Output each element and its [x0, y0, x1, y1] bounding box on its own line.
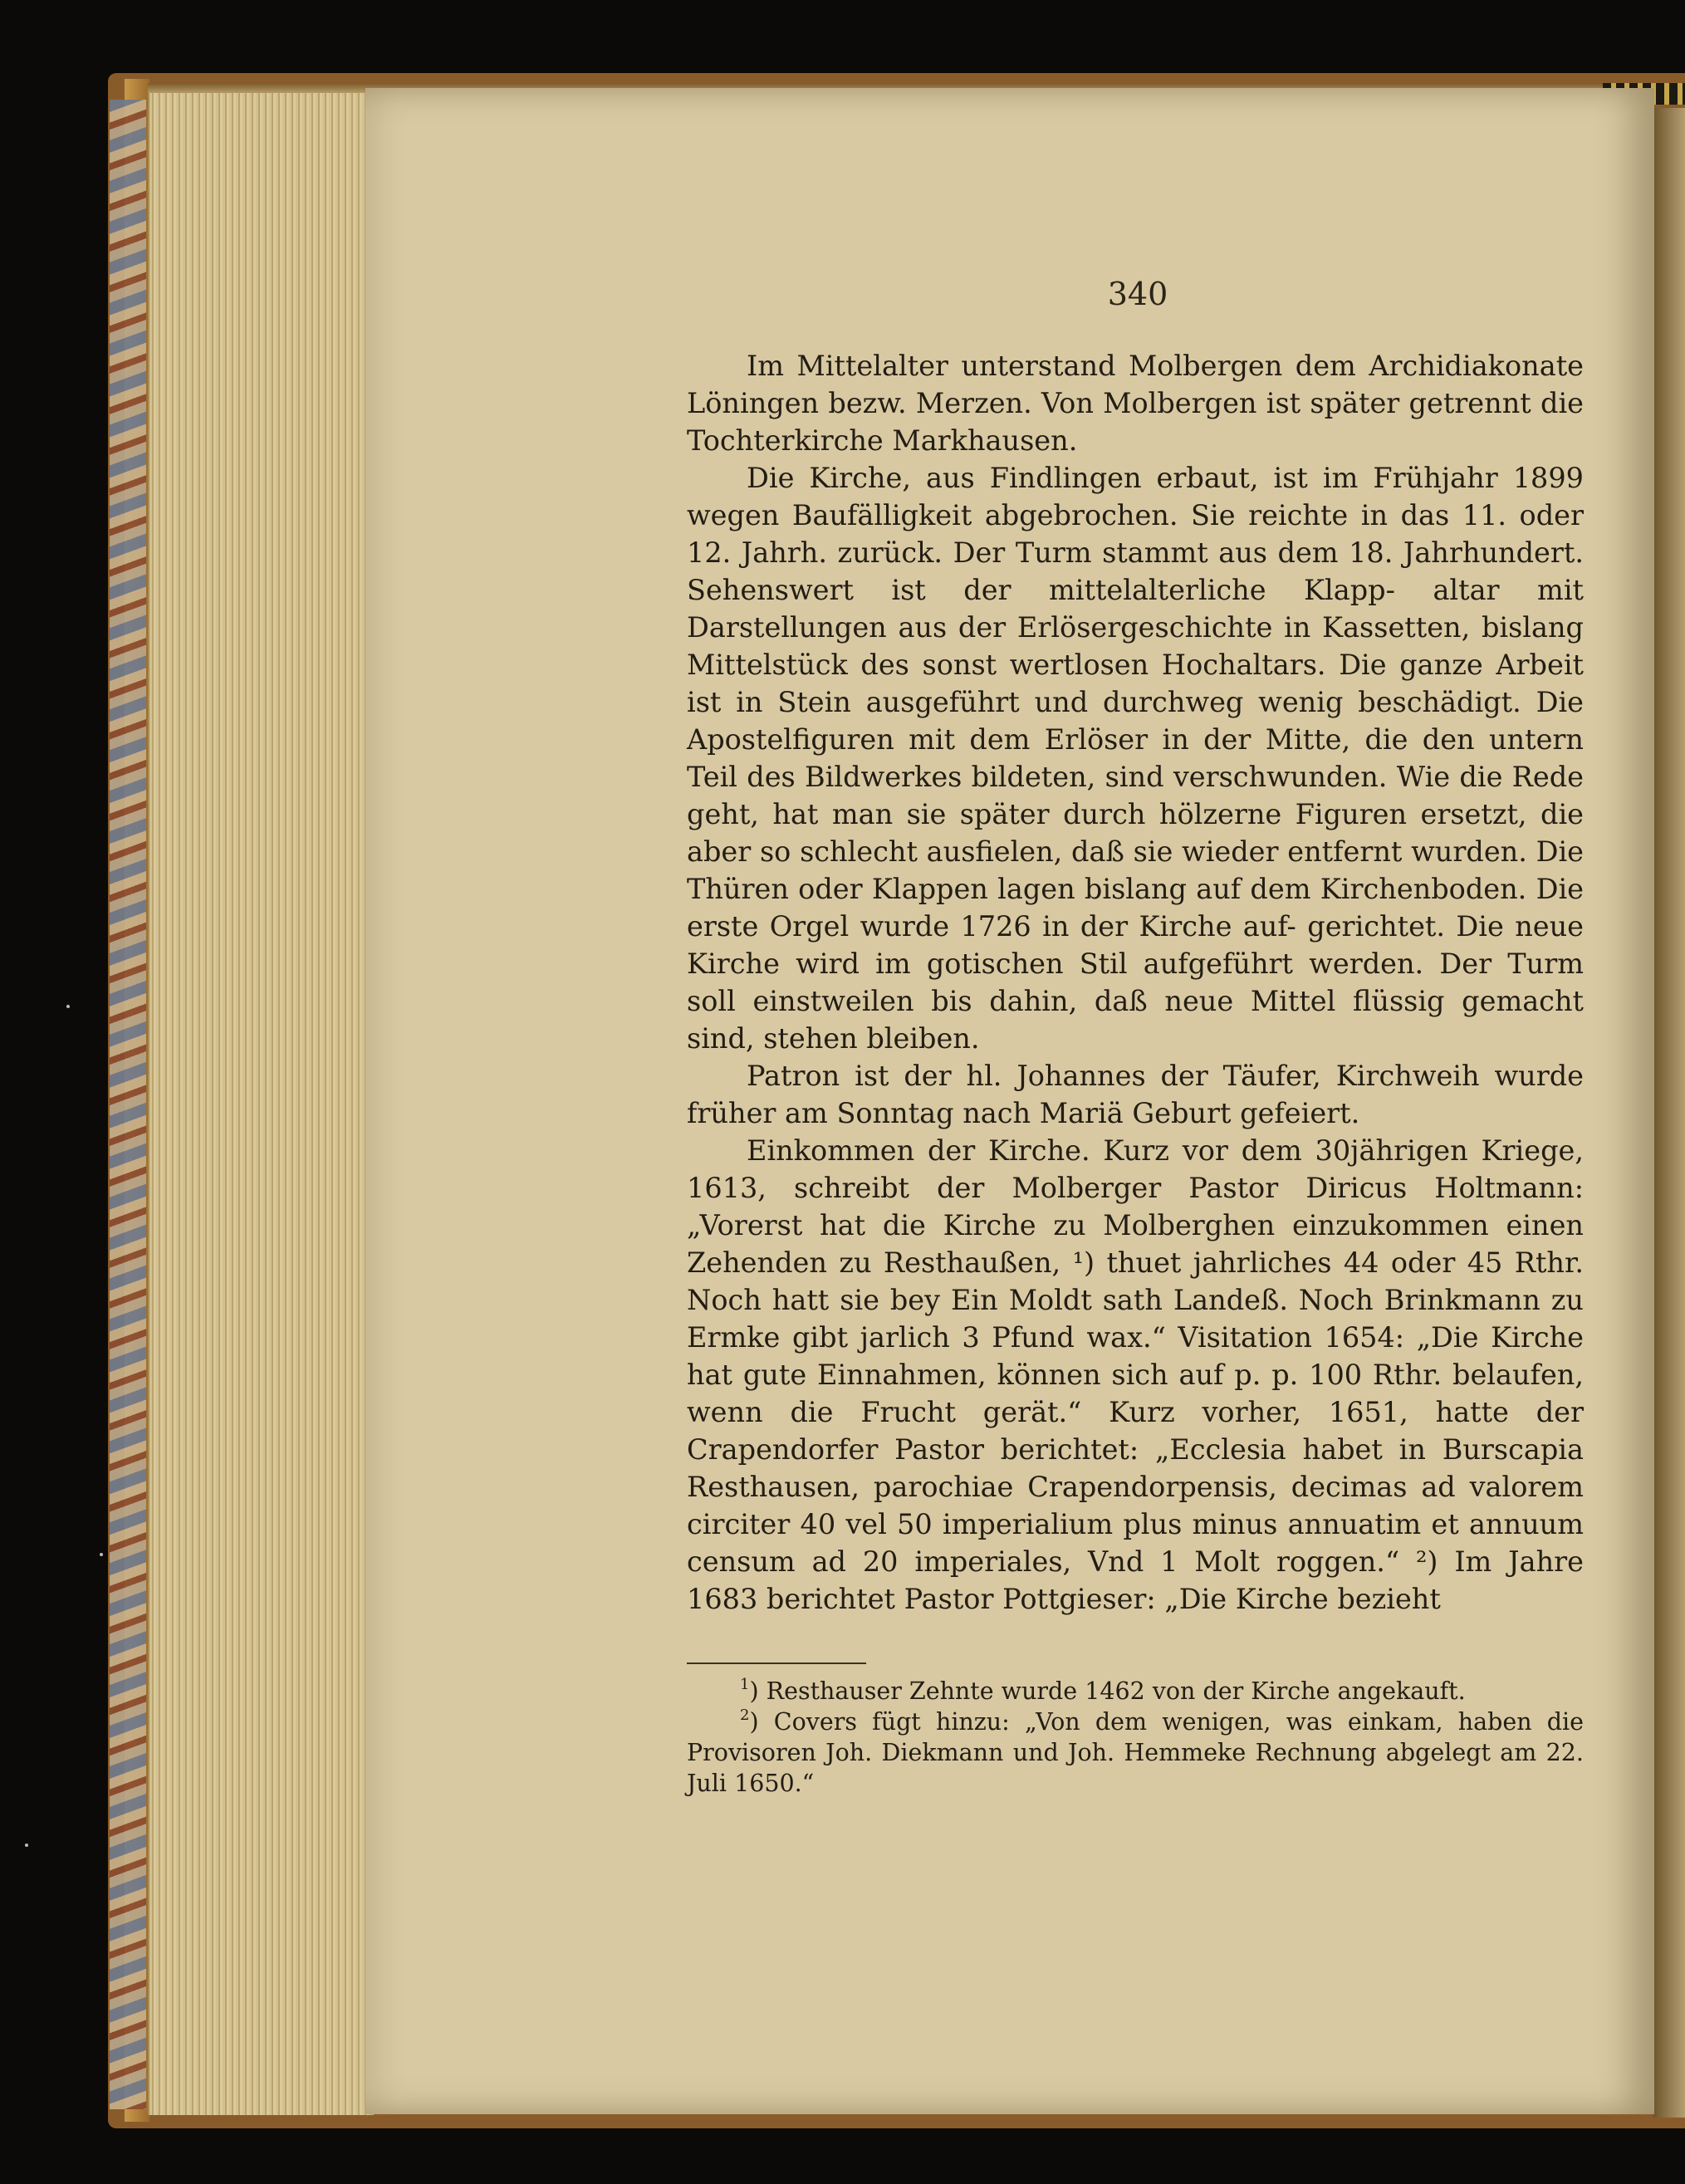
- text-line: 18. Jahrhundert. Sehenswert ist der mittelalterliche Klapp-: [687, 536, 1584, 606]
- footnote-text: ) Resthauser Zehnte wurde 1462 von der Kirche angekauft.: [749, 1677, 1466, 1705]
- page-stack-edges: [148, 93, 374, 2115]
- page-number: 340: [1107, 276, 1168, 312]
- text-line: Im Mittelalter unterstand Molbergen dem Archidiakonate: [747, 350, 1584, 382]
- text-line: Zehenden zu Resthaußen, ¹) thuet jahrliches 44 oder 45 Rthr.: [687, 1246, 1584, 1279]
- marbled-endpaper: [110, 100, 146, 2109]
- text-line: wurden. Die Thüren oder Klappen lagen bislang auf dem: [687, 835, 1584, 905]
- paragraph-1: [687, 347, 1584, 459]
- text-line: Kirchenboden. Die erste Orgel wurde 1726 in der Kirche auf-: [687, 873, 1584, 943]
- text-line: werden. Der Turm soll einstweilen bis dahin, daß neue Mittel: [687, 948, 1584, 1017]
- text-line: belaufen, wenn die Frucht gerät.“ Kurz vorher, 1651, hatte der: [687, 1359, 1584, 1428]
- text-line: annuum censum ad 20 imperiales, Vnd 1 Molt roggen.“ ²): [687, 1508, 1584, 1578]
- text-line: bislang Mittelstück des sonst wertlosen Hochaltars. Die ganze: [687, 611, 1584, 681]
- text-line: altar mit Darstellungen aus der Erlösergeschichte in Kassetten,: [687, 574, 1584, 644]
- body-text: [687, 347, 1584, 1618]
- footnote-number: 2: [740, 1707, 750, 1724]
- text-line: die Tochterkirche Markhausen.: [687, 387, 1584, 457]
- text-line: Kirche hat gute Einnahmen, können sich auf p. p. 100 Rthr.: [687, 1321, 1584, 1391]
- dust-speck: [100, 1553, 103, 1556]
- text-line: 1899 wegen Baufälligkeit abgebrochen. Sie reichte in das: [687, 462, 1584, 531]
- dust-speck: [66, 1005, 70, 1008]
- footnote-text: ) Covers fügt hinzu: „Von dem wenigen, was einkam, haben die Provisoren Joh. Diekmann und Joh. Hemmeke Rechnung abgelegt am 22. Juli 1650.“: [687, 1708, 1584, 1797]
- text-line: Noch hatt sie bey Ein Moldt sath Landeß. Noch Brinkmann: [687, 1284, 1551, 1316]
- text-line: Die Kirche, aus Findlingen erbaut, ist im Frühjahr: [747, 462, 1513, 494]
- footnote-1: [687, 1676, 1584, 1707]
- text-line: die Rede geht, hat man sie später durch hölzerne Figuren: [687, 761, 1584, 830]
- text-line: flüssig gemacht sind, stehen bleiben.: [687, 985, 1584, 1055]
- text-line: wurde früher am Sonntag nach Mariä Geburt gefeiert.: [687, 1060, 1584, 1129]
- dust-speck: [25, 1844, 28, 1847]
- text-line: Patron ist der hl. Johannes der Täufer, Kirchweih: [747, 1060, 1495, 1092]
- text-line: Einkommen der Kirche. Kurz vor dem 30jährigen: [747, 1134, 1482, 1167]
- footnote-number: 1: [740, 1676, 750, 1693]
- text-line: Die Apostelfiguren mit dem Erlöser in der Mitte, die den: [687, 686, 1584, 756]
- paragraph-2: [687, 459, 1584, 1057]
- text-line: Kriege, 1613, schreibt der Molberger Pastor Diricus Holtmann:: [687, 1134, 1584, 1204]
- text-line: ersetzt, die aber so schlecht ausfielen, daß sie wieder entfernt: [687, 798, 1584, 868]
- text-line: Im Jahre 1683 berichtet Pastor Pottgieser: „Die Kirche bezieht: [687, 1545, 1584, 1615]
- text-line: 11. oder 12. Jahrh. zurück. Der Turm stammt aus dem: [687, 499, 1584, 569]
- text-line: Resthausen, parochiae Crapendorpensis, decimas ad valorem: [687, 1471, 1584, 1503]
- text-line: untern Teil des Bildwerkes bildeten, sind verschwunden. Wie: [687, 723, 1584, 793]
- footnote-rule: [687, 1662, 866, 1664]
- text-line: Löningen bezw. Merzen. Von Molbergen ist später getrennt: [687, 387, 1541, 419]
- footnotes: [687, 1676, 1584, 1799]
- text-line: „Vorerst hat die Kirche zu Molberghen einzukommen einen: [687, 1209, 1584, 1241]
- text-line: gerichtet. Die neue Kirche wird im gotischen Stil aufgeführt: [687, 910, 1584, 980]
- text-line: circiter 40 vel 50 imperialium plus minus annuatim et: [687, 1508, 1469, 1540]
- footnote-2: [687, 1707, 1584, 1799]
- facing-page-edge: [1653, 108, 1685, 2118]
- text-line: Arbeit ist in Stein ausgeführt und durchweg wenig beschädigt.: [687, 649, 1584, 718]
- paragraph-3: [687, 1057, 1584, 1132]
- text-line: zu Ermke gibt jarlich 3 Pfund wax.“ Visitation 1654: „Die: [687, 1284, 1584, 1354]
- text-line: Crapendorfer Pastor berichtet: „Ecclesia habet in Burscapia: [687, 1433, 1584, 1466]
- paragraph-4: [687, 1132, 1584, 1618]
